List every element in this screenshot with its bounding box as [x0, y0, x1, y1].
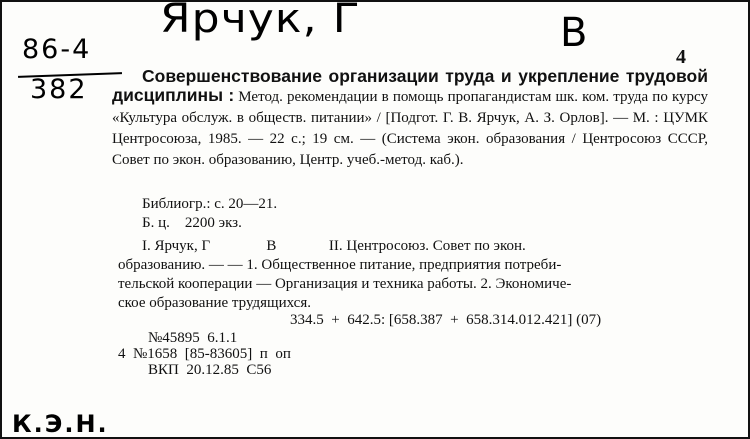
record-number: №45895 6.1.1 — [148, 330, 238, 346]
vkp-line: ВКП 20.12.85 С56 — [148, 362, 272, 378]
card-number: 4 — [676, 46, 686, 68]
call-number-bottom: 382 — [30, 74, 88, 105]
title-rest: Метод. рекомендации в помощь пропагандистам шк. ком. труда по курсу «Культура обслуж. в обществ. питании» / [Подгот. Г. В. Ярчук, А. З. Орлов]. — М. : ЦУМК Центросоюза, 1985. — 22 с.; 19 см. — (Система экон. образования / Центросоюз СССР, Совет по экон. образованию, Центр. учеб.-метод. каб.). — [112, 89, 708, 168]
tracing-line-3: тельской кооперации — Организация и техника работы. 2. Экономиче- — [118, 276, 572, 292]
bibliography-line: Библиогр.: с. 20—21. — [142, 196, 278, 212]
tracing-line-2: образованию. — — 1. Общественное питание, предприятия потреби- — [118, 257, 562, 273]
call-number-top: 86-4 — [22, 34, 92, 65]
handwritten-author: Ярчук, Г — [160, 0, 361, 42]
tracing-line-1: I. Ярчук, Г В II. Центросоюз. Совет по экон. — [142, 238, 526, 254]
tracing-line-4: ское образование трудящихся. — [118, 295, 311, 311]
title-block — [112, 67, 708, 170]
library-stamp: К.Э.Н. — [12, 410, 109, 438]
classification-line: 334.5 + 642.5: [658.387 + 658.314.012.421] (07) — [290, 312, 602, 328]
title-bold: Совершенствование организации труда и укрепление трудовой дисциплины : — [112, 66, 708, 105]
price-line: Б. ц. 2200 экз. — [142, 215, 242, 231]
handwritten-letter: В — [560, 10, 588, 56]
order-line: 4 №1658 [85-83605] п оп — [118, 346, 291, 362]
